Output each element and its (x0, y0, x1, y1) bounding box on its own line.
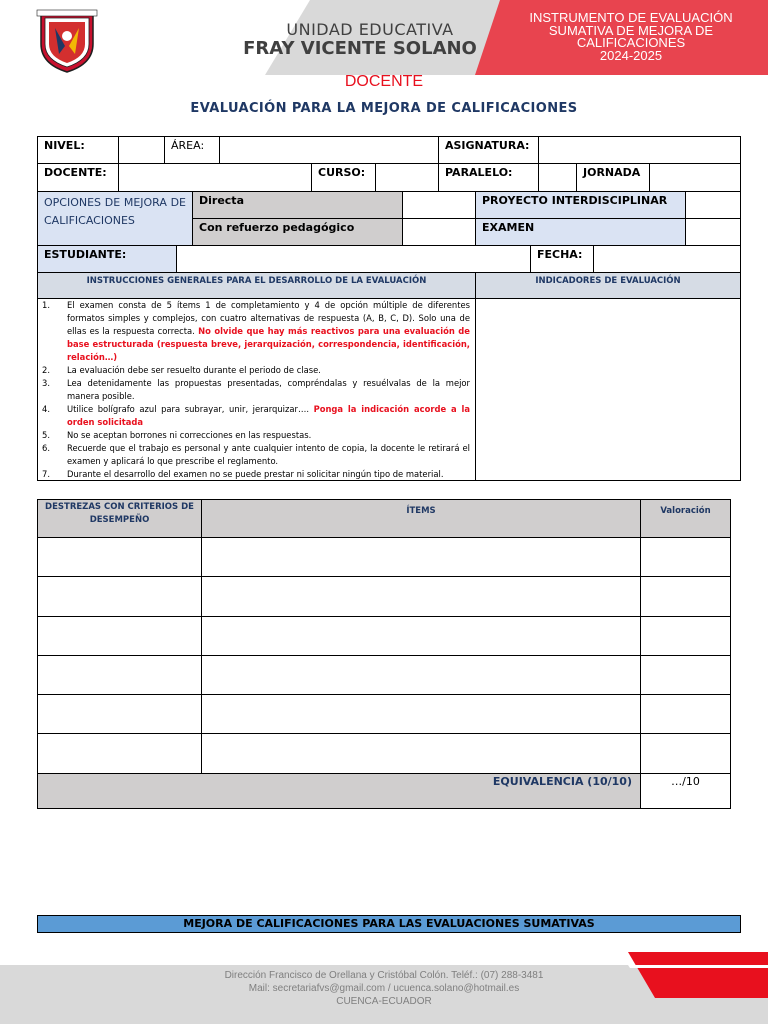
item-cell[interactable] (201, 733, 641, 774)
nivel-field[interactable] (118, 136, 165, 164)
curso-label: CURSO: (311, 163, 376, 192)
directa-label: Directa (192, 191, 403, 219)
instruction-number: 5. (42, 430, 50, 440)
instruction-text: Utilice bolígrafo azul para subrayar, unir, jerarquizar…. (67, 404, 314, 414)
equivalencia-label: EQUIVALENCIA (10/10) (37, 773, 641, 809)
destrezas-header: DESTREZAS CON CRITERIOS DE DESEMPEÑO (37, 499, 202, 538)
destreza-cell[interactable] (37, 694, 202, 734)
instruction-item (42, 468, 470, 481)
nivel-label: NIVEL: (37, 136, 119, 164)
instruction-text: El examen consta de 5 ítems 1 de completamiento y 4 de opción múltiple de diferentes formatos simples y complejos, con cuatro alternativas de respuesta (A, B, C, D). Solo una de ellas es la respuesta correcta. (67, 300, 470, 336)
asignatura-label: ASIGNATURA: (438, 136, 539, 164)
valoracion-cell[interactable] (640, 733, 731, 774)
docente-row-label: DOCENTE: (37, 163, 119, 192)
paralelo-label: PARALELO: (438, 163, 539, 192)
docente-field[interactable] (118, 163, 312, 192)
valoracion-cell[interactable] (640, 694, 731, 734)
instruction-text: Recuerde que el trabajo es personal y ante cualquier intento de copia, la docente le retirará el examen y aplicará lo que prescribe el reglamento. (67, 443, 470, 466)
instruction-note: No olvide que hay más reactivos para una evaluación de base estructurada (respuesta breve, jerarquización, correspondencia, identificación, relación…) (67, 326, 470, 362)
score-field[interactable]: …/10 (640, 773, 731, 809)
indicadores-body[interactable] (475, 298, 741, 481)
items-header: ÍTEMS (201, 499, 641, 538)
valoracion-cell[interactable] (640, 616, 731, 656)
docente-label: DOCENTE (344, 73, 424, 90)
instruction-item (42, 442, 470, 468)
examen-label: EXAMEN (475, 218, 686, 246)
instruction-item (42, 377, 470, 403)
directa-checkbox[interactable] (402, 191, 476, 219)
instruction-item (42, 403, 470, 429)
item-cell[interactable] (201, 537, 641, 577)
instruction-text: La evaluación debe ser resuelto durante el periodo de clase. (67, 365, 321, 375)
instruction-text: Durante el desarrollo del examen no se puede prestar ni solicitar ningún tipo de material. (67, 469, 444, 479)
proyecto-label: PROYECTO INTERDISCIPLINAR (475, 191, 686, 219)
fecha-field[interactable] (593, 245, 741, 273)
instrument-title-line: CALIFICACIONES (576, 35, 686, 50)
opciones-label: OPCIONES DE MEJORA DE CALIFICACIONES (37, 191, 193, 246)
destreza-cell[interactable] (37, 655, 202, 695)
refuerzo-checkbox[interactable] (402, 218, 476, 246)
bottom-title-bar: MEJORA DE CALIFICACIONES PARA LAS EVALUACIONES SUMATIVAS (37, 915, 741, 933)
instrucciones-header: INSTRUCCIONES GENERALES PARA EL DESARROLLO DE LA EVALUACIÓN (37, 272, 476, 299)
estudiante-label: ESTUDIANTE: (37, 245, 177, 273)
footer-email: Mail: secretariafvs@gmail.com / ucuenca.solano@hotmail.es (248, 983, 520, 994)
valoracion-cell[interactable] (640, 537, 731, 577)
instruction-number: 4. (42, 404, 50, 414)
instrument-title-line: INSTRUMENTO DE EVALUACIÓN (529, 10, 733, 25)
instruction-item (42, 299, 470, 364)
instruction-text: Lea detenidamente las propuestas presentadas, compréndalas y resuélvalas de la mejor manera posible. (67, 378, 470, 401)
area-field[interactable] (219, 136, 439, 164)
paralelo-field[interactable] (538, 163, 577, 192)
footer-city: CUENCA-ECUADOR (336, 996, 432, 1007)
asignatura-field[interactable] (538, 136, 741, 164)
destreza-cell[interactable] (37, 616, 202, 656)
instruction-item (42, 429, 470, 442)
instruction-text: No se aceptan borrones ni correcciones en las respuestas. (67, 430, 312, 440)
instruction-number: 2. (42, 365, 50, 375)
footer-contact (140, 969, 628, 1008)
estudiante-field[interactable] (176, 245, 531, 273)
fecha-label: FECHA: (530, 245, 594, 273)
area-label: ÁREA: (164, 136, 220, 164)
destreza-cell[interactable] (37, 537, 202, 577)
jornada-label: JORNADA (576, 163, 650, 192)
proyecto-checkbox[interactable] (685, 191, 741, 219)
instruction-number: 7. (42, 469, 50, 479)
indicadores-header: INDICADORES DE EVALUACIÓN (475, 272, 741, 299)
destreza-cell[interactable] (37, 576, 202, 617)
destreza-cell[interactable] (37, 733, 202, 774)
curso-field[interactable] (375, 163, 439, 192)
jornada-field[interactable] (649, 163, 741, 192)
refuerzo-label: Con refuerzo pedagógico (192, 218, 403, 246)
examen-checkbox[interactable] (685, 218, 741, 246)
page-title: EVALUACIÓN PARA LA MEJORA DE CALIFICACIONES (190, 101, 578, 116)
item-cell[interactable] (201, 655, 641, 695)
valoracion-cell[interactable] (640, 655, 731, 695)
instruction-number: 3. (42, 378, 50, 388)
instrument-title-line: SUMATIVA DE MEJORA DE (548, 22, 714, 38)
instruction-item (42, 364, 470, 377)
school-crest-logo (35, 6, 99, 74)
school-name-line2: FRAY VICENTE SOLANO (243, 38, 477, 59)
valoracion-header: Valoración (640, 499, 731, 538)
instrument-title-line: 2024-2025 (599, 47, 663, 63)
footer-address: Dirección Francisco de Orellana y Cristóbal Colón. Teléf.: (07) 288-3481 (224, 970, 544, 981)
instructions-list (42, 299, 470, 481)
item-cell[interactable] (201, 576, 641, 617)
instrument-title (500, 12, 762, 62)
item-cell[interactable] (201, 616, 641, 656)
valoracion-cell[interactable] (640, 576, 731, 617)
instruction-note: Ponga la indicación acorde a la orden solicitada (67, 404, 470, 427)
instruction-number: 6. (42, 443, 50, 453)
school-name-line1: UNIDAD EDUCATIVA (286, 20, 454, 39)
item-cell[interactable] (201, 694, 641, 734)
instruction-number: 1. (42, 300, 50, 310)
